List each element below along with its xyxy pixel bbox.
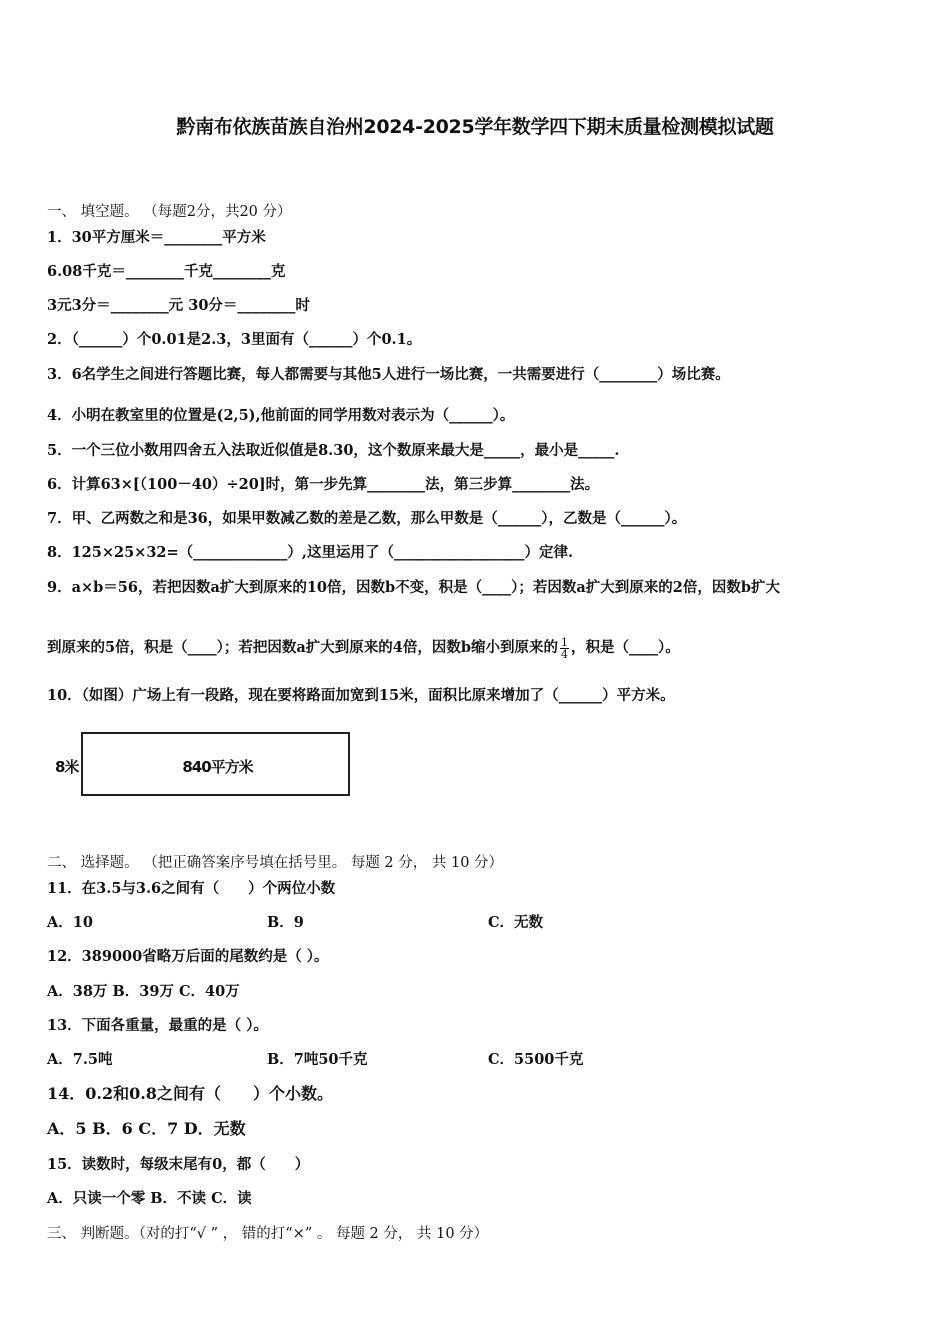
question-12-options: A．38万 B．39万 C．40万: [47, 983, 240, 1000]
question-8: 8．125×25×32=（_____________）,这里运用了（__________________）定律.: [47, 544, 574, 561]
question-9b-post: ，积是（____）。: [570, 639, 680, 656]
question-14-options: A．5 B．6 C．7 D．无数: [47, 1119, 246, 1138]
option-a: A．10: [47, 914, 93, 931]
fraction-one-quarter: $\frac{1}{4}$: [560, 635, 568, 661]
question-9a: 9．a×b＝56，若把因数a扩大到原来的10倍，因数b不变，积是（____）；若因数a扩大到原来的2倍，因数b扩大: [47, 579, 781, 596]
option-b: B．9: [267, 914, 304, 931]
question-10: 10．（如图）广场上有一段路，现在要将路面加宽到15米，面积比原来增加了（______）平方米。: [47, 687, 675, 704]
road-width-label: 8米: [55, 758, 79, 776]
question-2: 2．（______）个0.01是2.3，3里面有（______）个0.1。: [47, 331, 422, 348]
question-9b-pre: 到原来的5倍，积是（____）；若把因数a扩大到原来的4倍，因数b缩小到原来的: [47, 639, 558, 656]
section-3-heading: 三、 判断题。（对的打“√ ” ， 错的打“×” 。 每题 2 分， 共 10 分）: [47, 1226, 489, 1242]
page-title: 黔南布依族苗族自治州2024-2025学年数学四下期末质量检测模拟试题: [176, 116, 774, 138]
option-c: C．5500千克: [488, 1051, 584, 1068]
question-1b: 6.08千克＝________千克________克: [47, 263, 286, 280]
question-12: 12．389000省略万后面的尾数约是（ ）。: [47, 948, 329, 965]
question-1a: 1．30平方厘米＝________平方米: [47, 229, 266, 246]
question-5: 5．一个三位小数用四舍五入法取近似值是8.30，这个数原来最大是_____，最小是_____.: [47, 442, 620, 459]
question-6: 6．计算63×[（100－40）÷20]时，第一步先算________法，第三步算________法。: [47, 476, 600, 493]
question-11: 11．在3.5与3.6之间有（ ）个两位小数: [47, 880, 336, 897]
section-2-heading: 二、 选择题。 （把正确答案序号填在括号里。 每题 2 分， 共 10 分）: [47, 855, 504, 871]
road-figure: [55, 730, 355, 802]
question-14: 14．0.2和0.8之间有（ ）个小数。: [47, 1084, 333, 1103]
question-15-options: A．只读一个零 B．不读 C．读: [47, 1190, 252, 1207]
question-1c: 3元3分＝________元 30分＝________时: [47, 297, 310, 314]
road-rectangle: [81, 732, 350, 796]
option-b: B．7吨50千克: [267, 1051, 368, 1068]
option-c: C．无数: [488, 914, 544, 931]
question-13: 13．下面各重量，最重的是（ ）。: [47, 1017, 268, 1034]
question-15: 15．读数时，每级末尾有0，都（ ）: [47, 1156, 310, 1173]
question-9b: [47, 636, 680, 660]
road-area-label: 840平方米: [182, 758, 253, 776]
question-4: 4．小明在教室里的位置是(2,5),他前面的同学用数对表示为（______）。: [47, 407, 515, 424]
option-a: A．7.5吨: [47, 1051, 113, 1068]
section-1-heading: 一、 填空题。 （每题2分，共20 分）: [47, 204, 292, 220]
question-3: 3．6名学生之间进行答题比赛，每人都需要与其他5人进行一场比赛，一共需要进行（________）场比赛。: [47, 366, 730, 383]
question-7: 7．甲、乙两数之和是36，如果甲数减乙数的差是乙数，那么甲数是（______），乙数是（______）。: [47, 510, 687, 527]
